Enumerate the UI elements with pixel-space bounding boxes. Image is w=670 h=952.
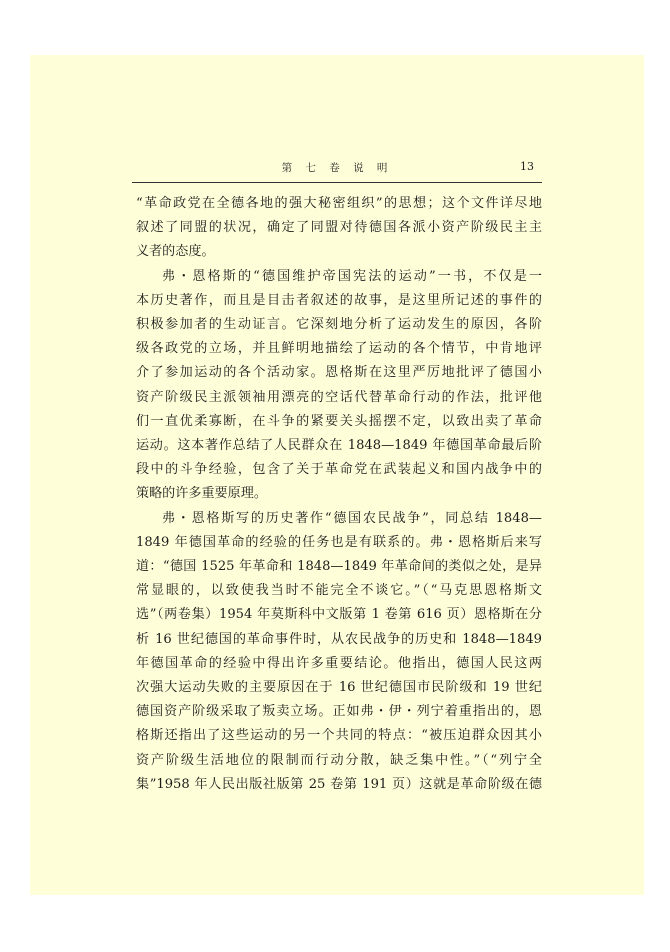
- running-header: [132, 158, 542, 183]
- text-line: 介了参加运动的各个活动家。恩格斯在这里严厉地批评了德国小: [136, 365, 542, 381]
- text-line: 义者的态度。: [136, 244, 215, 260]
- text-line: 积极参加者的生动证言。它深刻地分析了运动发生的原因，各阶: [136, 317, 542, 333]
- text-line: 弗・恩格斯的“德国维护帝国宪法的运动”一书，不仅是一: [162, 268, 542, 284]
- text-line: 1849 年德国革命的经验的任务也是有联系的。弗・恩格斯后来写: [136, 534, 542, 550]
- text-line: “革命政党在全德各地的强大秘密组织”的思想；这个文件详尽地: [136, 196, 542, 211]
- page-number: 13: [520, 160, 534, 173]
- text-line: 段中的斗争经验，包含了关于革命党在武装起义和国内战争中的: [136, 462, 542, 478]
- text-line: 策略的许多重要原理。: [136, 486, 267, 502]
- text-line: 道：“德国 1525 年革命和 1848—1849 年革命间的类似之处，是异: [136, 559, 542, 575]
- text-line: 集”1958 年人民出版社版第 25 卷第 191 页）这就是革命阶级在德: [136, 776, 542, 792]
- text-line: 德国资产阶级采取了叛卖立场。正如弗・伊・列宁着重指出的，恩: [136, 704, 542, 720]
- text-line: 次强大运动失败的主要原因在于 16 世纪德国市民阶级和 19 世纪: [136, 680, 542, 696]
- text-line: 级各政党的立场，并且鲜明地描绘了运动的各个情节，中肯地评: [136, 341, 542, 357]
- chapter-title: 第 七 卷 说 明: [281, 162, 393, 174]
- text-line: 析 16 世纪德国的革命事件时，从农民战争的历史和 1848—1849: [136, 631, 542, 647]
- body-text: [136, 192, 542, 797]
- text-line: 年德国革命的经验中得出许多重要结论。他指出，德国人民这两: [136, 655, 542, 671]
- text-line: 资产阶级生活地位的限制而行动分散，缺乏集中性。”（“列宁全: [136, 752, 542, 768]
- text-line: 本历史著作，而且是目击者叙述的故事，是这里所记述的事件的: [136, 292, 542, 308]
- text-line: 格斯还指出了这些运动的另一个共同的特点：“被压迫群众因其小: [136, 728, 542, 744]
- text-line: 运动。这本著作总结了人民群众在 1848—1849 年德国革命最后阶: [136, 438, 542, 454]
- text-line: 选”（两卷集）1954 年莫斯科中文版第 1 卷第 616 页）恩格斯在分: [136, 607, 542, 623]
- text-line: 叙述了同盟的状况，确定了同盟对待德国各派小资产阶级民主主: [136, 220, 542, 236]
- text-line: 弗・恩格斯写的历史著作“德国农民战争”，同总结 1848—: [162, 510, 542, 526]
- text-line: 常显眼的，以致使我当时不能完全不谈它。”（“马克思恩格斯文: [136, 583, 542, 599]
- text-line: 资产阶级民主派领袖用漂亮的空话代替革命行动的作法，批评他: [136, 389, 542, 405]
- text-line: 们一直优柔寡断，在斗争的紧要关头摇摆不定，以致出卖了革命: [136, 413, 542, 429]
